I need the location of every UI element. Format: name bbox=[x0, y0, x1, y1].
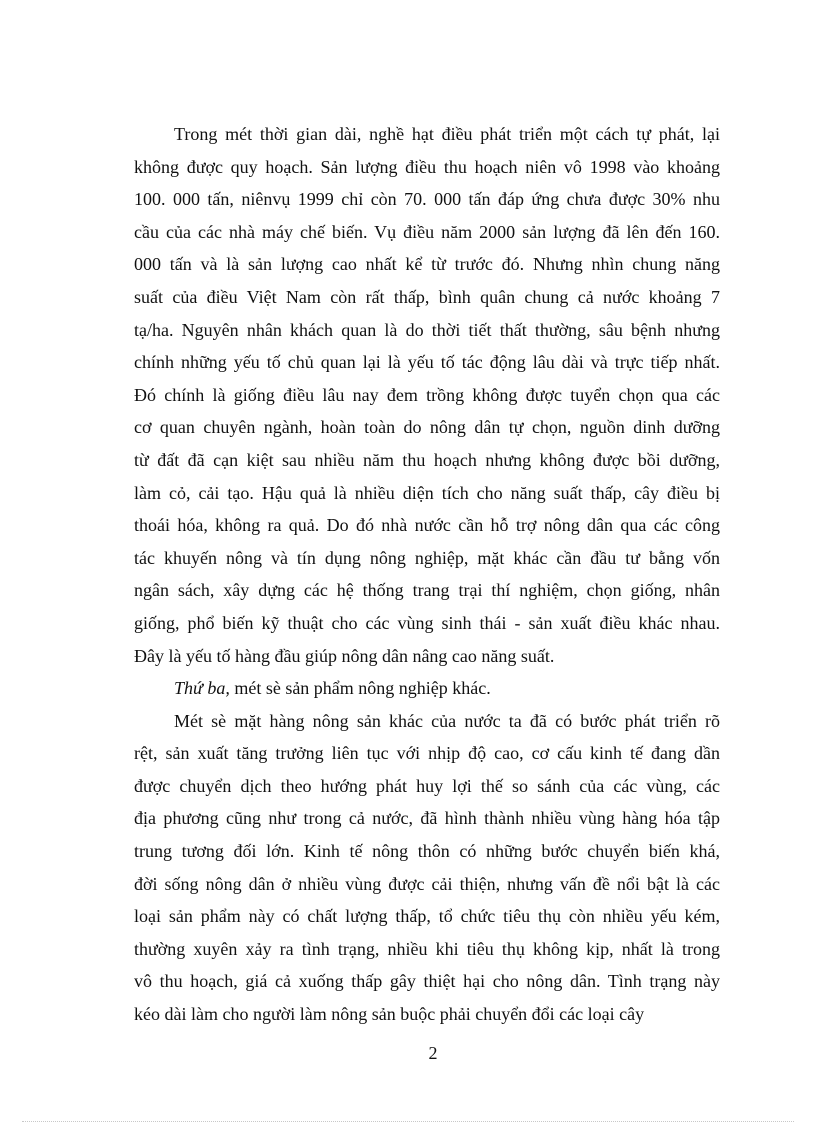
text-line: đời sống nông dân ở nhiều vùng được cải thiện, nhưng vấn đề nổi bật là các bbox=[134, 873, 720, 894]
text-line: từ đất đã cạn kiệt sau nhiều năm thu hoạch nhưng không được bồi dưỡng, bbox=[134, 449, 720, 470]
text-line: không được quy hoạch. Sản lượng điều thu hoạch niên vô 1998 vào khoảng bbox=[134, 156, 720, 177]
section-heading-rest: mét sè sản phẩm nông nghiệp khác. bbox=[229, 678, 491, 699]
body-text bbox=[134, 118, 720, 1031]
text-line: 000 tấn và là sản lượng cao nhất kể từ trước đó. Nhưng nhìn chung năng bbox=[134, 254, 720, 275]
text-line: Trong mét thời gian dài, nghề hạt điều phát triển một cách tự phát, lại bbox=[174, 124, 720, 144]
section-heading bbox=[134, 672, 720, 705]
text-line: thường xuyên xảy ra tình trạng, nhiều khi tiêu thụ không kịp, nhất là trong bbox=[134, 938, 720, 959]
section-heading-italic: Thứ ba, bbox=[174, 678, 230, 699]
text-line: chính những yếu tố chủ quan lại là yếu tố tác động lâu dài và trực tiếp nhất. bbox=[134, 352, 720, 373]
text-line: tác khuyến nông và tín dụng nông nghiệp, mặt khác cần đầu tư bằng vốn bbox=[134, 547, 720, 568]
text-line: loại sản phẩm này có chất lượng thấp, tổ chức tiêu thụ còn nhiều yếu kém, bbox=[134, 906, 720, 927]
text-line: ngân sách, xây dựng các hệ thống trang trại thí nghiệm, chọn giống, nhân bbox=[134, 580, 720, 601]
text-line: thoái hóa, không ra quả. Do đó nhà nước cần hỗ trợ nông dân qua các công bbox=[134, 515, 720, 536]
text-line: suất của điều Việt Nam còn rất thấp, bình quân chung cả nước khoảng 7 bbox=[134, 286, 720, 307]
text-line: tạ/ha. Nguyên nhân khách quan là do thời tiết thất thường, sâu bệnh nhưng bbox=[134, 319, 720, 340]
text-line: Đó chính là giống điều lâu nay đem trồng không được tuyển chọn qua các bbox=[134, 384, 720, 405]
page-number: 2 bbox=[428, 1043, 438, 1063]
text-line: vô thu hoạch, giá cả xuống thấp gây thiệt hại cho nông dân. Tình trạng này bbox=[134, 971, 720, 992]
text-line: địa phương cũng như trong cả nước, đã hình thành nhiều vùng hàng hóa tập bbox=[134, 808, 720, 829]
text-line: giống, phổ biến kỹ thuật cho các vùng sinh thái - sản xuất điều khác nhau. bbox=[134, 612, 720, 633]
text-line: cơ quan chuyên ngành, hoàn toàn do nông dân tự chọn, nguồn dinh dưỡng bbox=[134, 417, 720, 438]
text-line: cầu của các nhà máy chế biến. Vụ điều năm 2000 sản lượng đã lên đến 160. bbox=[134, 221, 720, 242]
text-line: 100. 000 tấn, niênvụ 1999 chỉ còn 70. 000 tấn đáp ứng chưa được 30% nhu bbox=[134, 189, 720, 210]
text-line: làm cỏ, cải tạo. Hậu quả là nhiều diện tích cho năng suất thấp, cây điều bị bbox=[134, 482, 720, 503]
text-line: kéo dài làm cho người làm nông sản buộc phải chuyển đổi các loại cây bbox=[134, 1004, 645, 1025]
page-bottom-border bbox=[22, 1121, 794, 1122]
text-line: Mét sè mặt hàng nông sản khác của nước ta đã có bước phát triển rõ bbox=[174, 710, 720, 731]
text-line: Đây là yếu tố hàng đầu giúp nông dân nâng cao năng suất. bbox=[134, 645, 555, 666]
text-line: trung tương đối lớn. Kinh tế nông thôn có những bước chuyển biến khá, bbox=[134, 841, 720, 862]
text-line: rệt, sản xuất tăng trưởng liên tục với nhịp độ cao, cơ cấu kinh tế đang dần bbox=[134, 743, 720, 764]
text-line: được chuyển dịch theo hướng phát huy lợi thế so sánh của các vùng, các bbox=[134, 775, 720, 796]
